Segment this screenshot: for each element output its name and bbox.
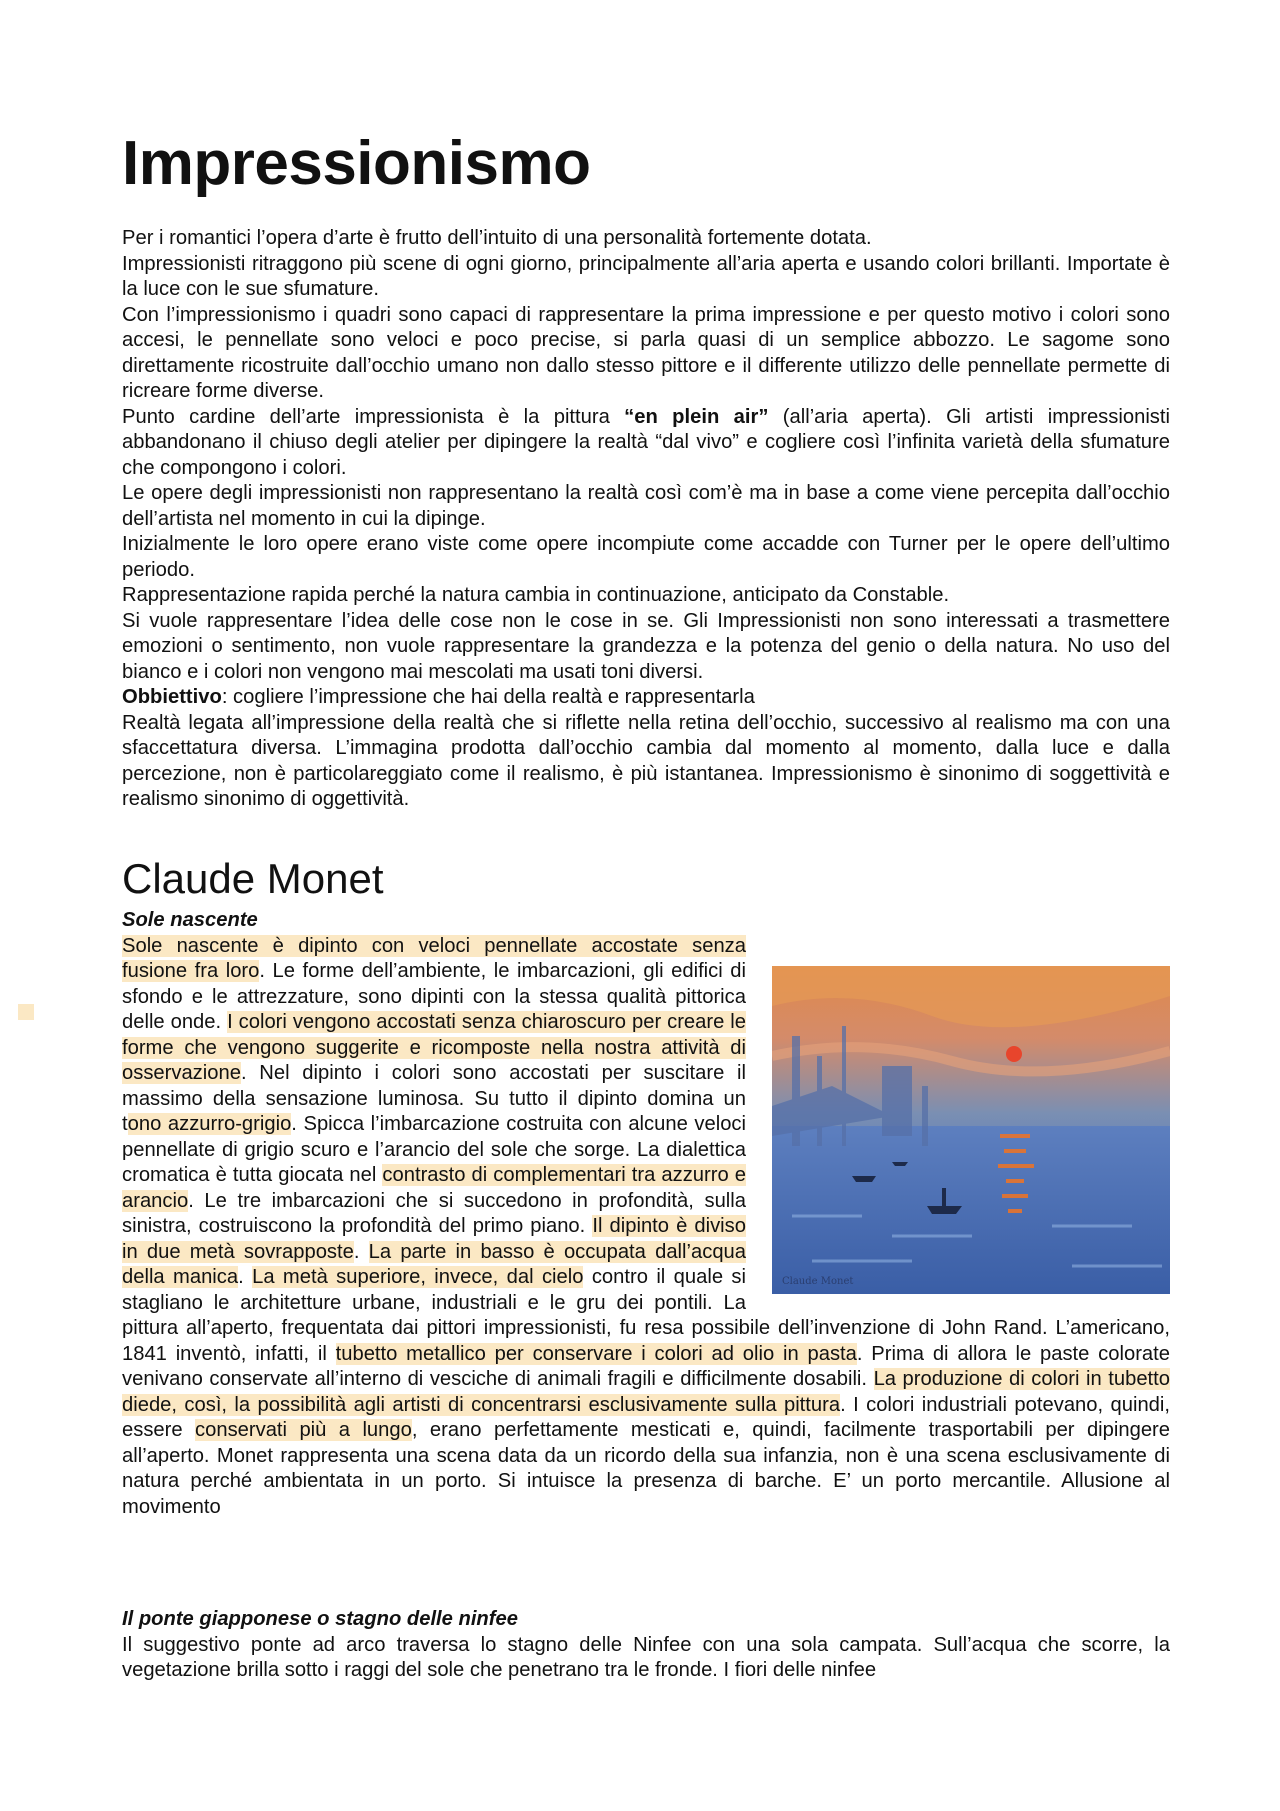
intro-paragraph: Con l’impressionismo i quadri sono capaci di rappresentare la prima impressione e per questo motivo i colori sono accesi, le pennellate sono veloci e poco precise, si parla quasi di un semplice abbozzo. Le sagome sono direttamente ricostruite dall’occhio umano non dallo stesso pittore e il differente utilizzo delle pennellate permette di ricreare forme diverse. [122,303,1170,402]
highlighted-text: Il dipinto è diviso in due metà sovrapposte [122,1215,746,1263]
intro-paragraph: Inizialmente le loro opere erano viste come opere incompiute come accadde con Turner per le opere dell’ultimo periodo. [122,533,1170,581]
svg-text:Claude Monet: Claude Monet [782,1275,854,1287]
intro-paragraph: Le opere degli impressionisti non rappresentano la realtà così com’è ma in base a come viene percepita dall’occhio dell’artista nel momento in cui la dipinge. [122,482,1170,530]
section-heading-monet: Claude Monet [122,855,384,902]
intro-paragraph: Per i romantici l’opera d’arte è frutto dell’intuito di una personalità fortemente dotata. [122,227,872,249]
intro-paragraph [122,685,1170,711]
intro-paragraph: Realtà legata all’impressione della realtà che si riflette nella retina dell’occhio, successivo al realismo ma con una sfaccettatura diversa. L’immagina prodotta dall’occhio cambia dal momento al momento, dalla luce e dalla percezione, non è particolareggiato come il realismo, è più istantanea. Impressionismo è sinonimo di soggettività e realismo sinonimo di oggettività. [122,711,1170,810]
intro-paragraph [122,405,1170,482]
margin-highlight-marker [18,1004,34,1020]
ponte-section [122,1607,1170,1684]
text-run: , erano perfettamente mesticati e, quindi, facilmente trasportabili per dipingere all’aperto. Monet rappresenta una scena data da un ricordo della sua infanzia, non è una scena esclusivamente di natura perché ambientata in un porto. Si intuisce la presenza di barche. E’ un porto mercantile. Allusione al movimento [122,1419,1171,1518]
text-run: . I colori industriali potevano, quindi, essere [122,1393,1170,1441]
text-run: . Le tre imbarcazioni che si succedono in profondità, sulla sinistra, costruiscono la profondità del primo piano. [122,1189,746,1237]
painting-image [772,966,1170,1294]
text-run: contro il quale si stagliano le architetture urbane, industriali e le gru dei pontili. La pittura all’aperto, frequentata dai pittori impressionisti, fu resa possibile dell’invenzione di John Rand. L’americano, 1841 inventò, infatti, il [122,1266,1170,1365]
highlighted-text: ono azzurro-grigio [127,1113,292,1135]
ponte-paragraph: Il suggestivo ponte ad arco traversa lo stagno delle Ninfee con una sola campata. Sull’acqua che scorre, la vegetazione brilla sotto i raggi del sole che penetrano tra le fronde. I fiori delle ninfee [122,1633,1170,1681]
text-run: . Spicca l’imbarcazione costruita con alcune veloci pennellate di grigio scuro e l’arancio del sole che sorge. La dialettica cromatica è tutta giocata nel [122,1113,747,1186]
highlighted-text: La metà superiore, invece, dal cielo [252,1266,584,1288]
monet-section [122,908,1170,1520]
bold-term: Obbiettivo [122,686,222,708]
text-run: (all’aria aperta). Gli artisti impressionisti abbandonano il chiuso degli atelier per dipingere la realtà “dal vivo” e cogliere così l’infinita varietà della sfumature che compongono i colori. [122,405,1170,479]
highlighted-text: contrasto di complementari tra azzurro e arancio [122,1164,746,1212]
highlighted-text: I colori vengono accostati senza chiaroscuro per creare le forme che vengono suggerite e ricomposte nella nostra attività di osservazione [122,1011,746,1084]
text-run: . [238,1266,253,1288]
highlighted-text: La parte in basso è occupata dall’acqua della manica [122,1240,747,1288]
highlighted-text: Sole nascente è dipinto con veloci pennellate accostate senza fusione fra loro [122,934,746,982]
text-run: . Le forme dell’ambiente, le imbarcazioni, gli edifici di sfondo e le attrezzature, sono dipinti con la stessa qualità pittorica delle onde. [122,960,746,1033]
text-run: Punto cardine dell’arte impressionista è la pittura [122,405,625,428]
text-run: . Nel dipinto i colori sono accostati per suscitare il massimo della sensazione luminosa. Su tutto il dipinto domina un t [122,1062,746,1135]
text-run: . [353,1240,369,1263]
text-run: . Prima di allora le paste colorate venivano conservate all’interno di vesciche di animali fragili e difficilmente dosabili. [122,1342,1170,1390]
bold-term: “en plein air” [624,405,769,428]
intro-paragraph: Si vuole rappresentare l’idea delle cose non le cose in se. Gli Impressionisti non sono interessati a trasmettere emozioni o sentimento, non vuole rappresentare la grandezza e la potenza del genio o della natura. No uso del bianco e i colori non vengono mai mescolati ma usati toni diversi. [122,609,1170,683]
page-title: Impressionismo [122,129,591,198]
intro-paragraph: Impressionisti ritraggono più scene di ogni giorno, principalmente all’aria aperta e usando colori brillanti. Importate è la luce con le sue sfumature. [122,252,1170,300]
highlighted-text: La produzione di colori in tubetto diede, così, la possibilità agli artisti di concentrarsi esclusivamente sulla pittura [122,1368,1170,1416]
subsection-title: Il ponte giapponese o stagno delle ninfee [122,1608,518,1630]
subsection-title: Sole nascente [122,909,258,931]
text-run: : cogliere l’impressione che hai della realtà e rappresentarla [221,686,755,708]
highlighted-text: conservati più a lungo [195,1419,412,1441]
impression-sunrise-illustration [772,966,1170,1294]
intro-section [122,226,1170,813]
highlighted-text: tubetto metallico per conservare i colori ad olio in pasta [335,1342,857,1365]
intro-paragraph: Rappresentazione rapida perché la natura cambia in continuazione, anticipato da Constable. [122,584,950,606]
